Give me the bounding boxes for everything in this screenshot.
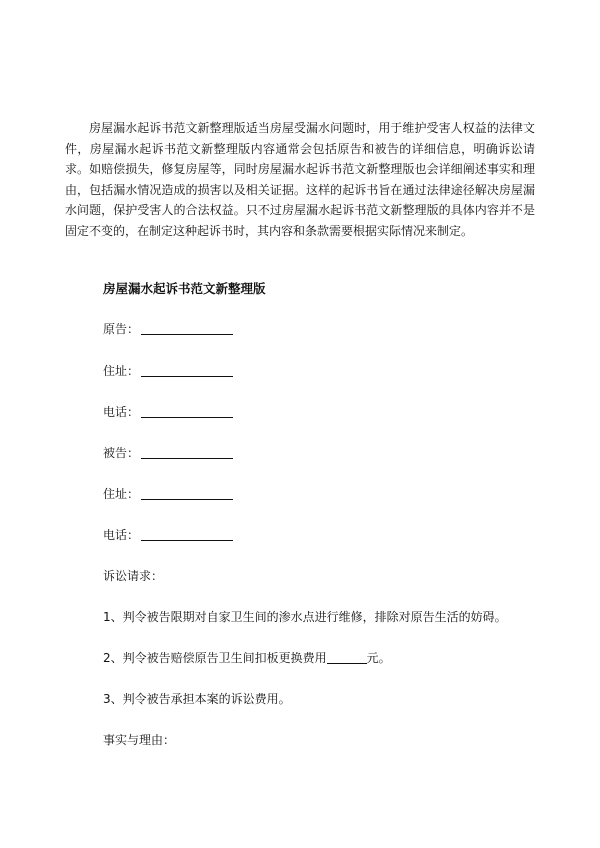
claim-2-amount-blank <box>327 651 367 664</box>
plaintiff-phone-blank <box>141 405 233 418</box>
defendant-name-blank <box>141 446 233 459</box>
plaintiff-address-blank <box>141 364 233 377</box>
intro-paragraph: 房屋漏水起诉书范文新整理版适当房屋受漏水问题时，用于维护受害人权益的法律文件，房屋漏水起诉书范文新整理版内容通常会包括原告和被告的详细信息，明确诉讼请求。如赔偿损失，修复房屋等，同时房屋漏水起诉书范文新整理版也会详细阐述事实和理由，包括漏水情况造成的损害以及相关证据。这样的起诉书旨在通过法律途径解决房屋漏水问题，保护受害人的合法权益。只不过房屋漏水起诉书范文新整理版的具体内容并不是固定不变的，在制定这种起诉书时，其内容和条款需要根据实际情况来制定。 <box>65 121 535 238</box>
plaintiff-name-blank <box>141 322 233 335</box>
claim-3: 3、判令被告承担本案的诉讼费用。 <box>103 692 291 706</box>
plaintiff-phone-field <box>103 403 233 420</box>
defendant-address-label: 住址： <box>103 487 140 501</box>
defendant-phone-blank <box>141 528 233 541</box>
plaintiff-address-field <box>103 362 233 379</box>
document-title: 房屋漏水起诉书范文新整理版 <box>103 281 266 296</box>
facts-heading: 事实与理由： <box>103 733 176 747</box>
plaintiff-address-label: 住址： <box>103 364 140 378</box>
defendant-phone-label: 电话： <box>103 528 140 542</box>
claims-heading: 诉讼请求： <box>103 569 164 583</box>
defendant-address-blank <box>141 487 233 500</box>
claim-2-prefix: 2、判令被告赔偿原告卫生间扣板更换费用 <box>103 651 327 665</box>
claim-2-suffix: 元。 <box>366 651 391 665</box>
plaintiff-name-label: 原告： <box>103 322 140 336</box>
defendant-name-field <box>103 444 233 461</box>
claim-2 <box>103 649 391 666</box>
defendant-name-label: 被告： <box>103 446 140 460</box>
defendant-address-field <box>103 485 233 502</box>
plaintiff-phone-label: 电话： <box>103 405 140 419</box>
defendant-phone-field <box>103 526 233 543</box>
plaintiff-name-field <box>103 320 233 337</box>
claim-1: 1、判令被告限期对自家卫生间的渗水点进行维修，排除对原告生活的妨碍。 <box>103 610 507 624</box>
